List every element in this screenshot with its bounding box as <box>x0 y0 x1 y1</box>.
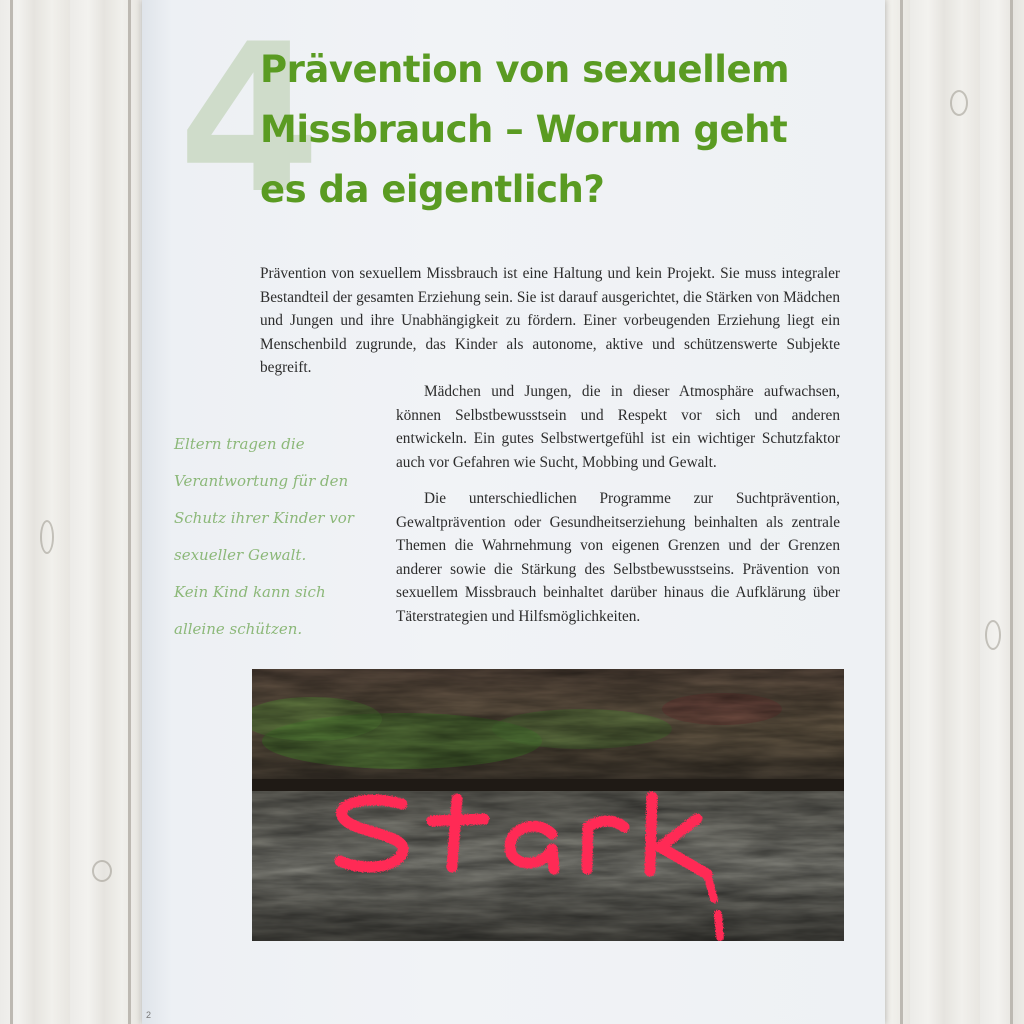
body-paragraph-3: Die unterschiedlichen Programme zur Suchtprävention, Gewaltprävention oder Gesundheitserziehung beinhalten als zentrale Themen die Wahrnehmung von eigenen Grenzen und der Grenzen anderer sowie die Stärkung des Selbstbewusstseins. Prävention von sexuellem Missbrauch beinhaltet darüber hinaus die Aufklärung über Täterstrategien und Hilfsmöglichkeiten. <box>396 490 840 625</box>
body-paragraph-1: Prävention von sexuellem Missbrauch ist eine Haltung und kein Projekt. Sie muss integraler Bestandteil der gesamten Erziehung sein. Sie ist darauf ausgerichtet, die Stärken von Mädchen und Jungen und ihre Unabhängigkeit zu fördern. Einer vorbeugenden Erziehung liegt ein Menschenbild zugrunde, das Kinder als autonome, aktive und schützenswerte Subjekte begreift. <box>260 265 840 377</box>
wood-knot <box>92 860 112 882</box>
pull-quote <box>174 426 394 648</box>
chapter-title-line: Missbrauch – Worum geht <box>260 108 788 151</box>
plank-gap <box>1010 0 1013 1024</box>
chapter-title-line: Prävention von sexuellem <box>260 48 790 91</box>
body-paragraph-2: Mädchen und Jungen, die in dieser Atmosphäre aufwachsen, können Selbstbewusstsein und Respekt vor sich und anderen entwickeln. Ein gutes Selbstwertgefühl ist ein wichtiger Schutzfaktor auch vor Gefahren wie Sucht, Mobbing und Gewalt. <box>396 383 840 471</box>
pull-quote-line: Verantwortung für den <box>174 472 349 490</box>
chapter-title <box>260 40 820 220</box>
pull-quote-line: Kein Kind kann sich <box>174 583 326 601</box>
tree-bark-photo <box>252 669 844 941</box>
wood-knot <box>985 620 1001 650</box>
wood-knot <box>950 90 968 116</box>
magazine-page <box>142 0 885 1024</box>
pull-quote-line: Schutz ihrer Kinder vor <box>174 509 354 527</box>
pull-quote-line: sexueller Gewalt. <box>174 546 307 564</box>
pull-quote-line: alleine schützen. <box>174 620 303 638</box>
plank-gap <box>128 0 131 1024</box>
chapter-title-line: es da eigentlich? <box>260 168 605 211</box>
pull-quote-line: Eltern tragen die <box>174 435 305 453</box>
chapter-number: 4 <box>178 1 321 239</box>
plank-gap <box>10 0 13 1024</box>
plank-gap <box>900 0 903 1024</box>
tree-bark-illustration <box>252 669 844 941</box>
page-number: 2 <box>146 1010 152 1020</box>
wood-knot <box>40 520 54 554</box>
